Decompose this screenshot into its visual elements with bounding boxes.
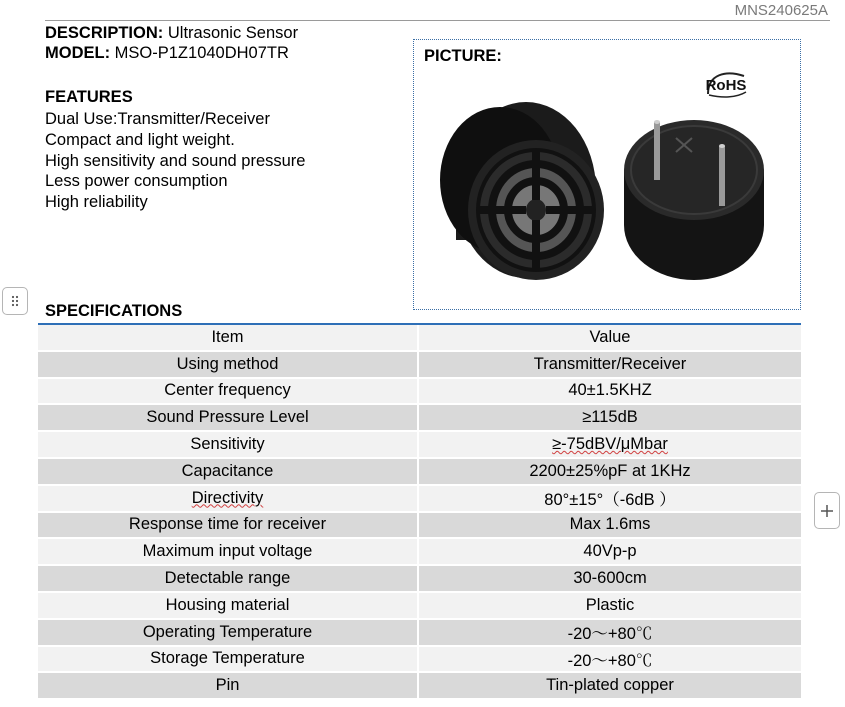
description-line	[45, 23, 298, 43]
spec-item: Detectable range	[38, 565, 418, 592]
table-row	[38, 431, 801, 458]
table-row	[38, 538, 801, 565]
table-row	[38, 485, 801, 512]
header-item: Item	[38, 325, 418, 351]
rohs-text: RoHS	[705, 77, 747, 94]
spec-item: Pin	[38, 672, 418, 699]
spec-item: Center frequency	[38, 378, 418, 405]
spec-item: Response time for receiver	[38, 512, 418, 539]
table-row	[38, 378, 801, 405]
header-rule	[45, 20, 830, 21]
feature-item: Compact and light weight.	[45, 130, 235, 149]
table-row	[38, 646, 801, 673]
spec-item: Housing material	[38, 592, 418, 619]
spec-value: 40Vp-p	[418, 538, 801, 565]
spec-value: Tin-plated copper	[418, 672, 801, 699]
description-label: DESCRIPTION:	[45, 24, 164, 42]
spec-value: Max 1.6ms	[418, 512, 801, 539]
spec-item: Operating Temperature	[38, 619, 418, 646]
drag-handle-icon	[10, 295, 20, 307]
sensor-product-image	[414, 40, 802, 311]
table-row	[38, 592, 801, 619]
spec-item: Maximum input voltage	[38, 538, 418, 565]
spec-value: ≥-75dBV/μMbar	[418, 431, 801, 458]
feature-item: High reliability	[45, 193, 148, 212]
picture-box[interactable]	[413, 39, 801, 310]
description-block	[45, 23, 298, 63]
feature-item: Dual Use:Transmitter/Receiver	[45, 110, 270, 128]
table-row	[38, 565, 801, 592]
table-row	[38, 672, 801, 699]
spec-item: Storage Temperature	[38, 646, 418, 673]
table-row	[38, 458, 801, 485]
table-row	[38, 619, 801, 646]
table-row	[38, 404, 801, 431]
spec-value: -20～+80℃	[418, 646, 801, 673]
features-title: FEATURES	[45, 88, 133, 106]
model-value: MSO-P1Z1040DH07TR	[114, 44, 289, 62]
document-code: MNS240625A	[734, 2, 828, 19]
table-header-row	[38, 325, 801, 351]
header-value: Value	[418, 325, 801, 351]
features-list	[45, 109, 305, 213]
spec-item: Directivity	[38, 485, 418, 512]
picture-label: PICTURE:	[424, 47, 502, 65]
spec-value: Plastic	[418, 592, 801, 619]
model-label: MODEL:	[45, 44, 111, 62]
specifications-table	[38, 325, 801, 700]
add-row-button[interactable]	[814, 492, 840, 529]
spec-value: 40±1.5KHZ	[418, 378, 801, 405]
spec-item: Sound Pressure Level	[38, 404, 418, 431]
feature-item: High sensitivity and sound pressure	[45, 151, 306, 170]
spec-value: 2200±25%pF at 1KHz	[418, 458, 801, 485]
spec-item: Sensitivity	[38, 431, 418, 458]
spec-value: 80°±15°（-6dB ）	[418, 485, 801, 512]
table-drag-handle[interactable]	[2, 287, 28, 315]
table-row	[38, 351, 801, 378]
spec-value: Transmitter/Receiver	[418, 351, 801, 378]
spec-item: Capacitance	[38, 458, 418, 485]
description-value: Ultrasonic Sensor	[167, 24, 299, 42]
table-row	[38, 512, 801, 539]
specifications-title: SPECIFICATIONS	[45, 302, 183, 320]
model-line	[45, 43, 298, 63]
plus-icon	[820, 504, 834, 518]
feature-item: Less power consumption	[45, 172, 228, 191]
spec-value: 30-600cm	[418, 565, 801, 592]
spec-value: ≥115dB	[418, 404, 801, 431]
spec-item: Using method	[38, 351, 418, 378]
spec-value: -20～+80℃	[418, 619, 801, 646]
